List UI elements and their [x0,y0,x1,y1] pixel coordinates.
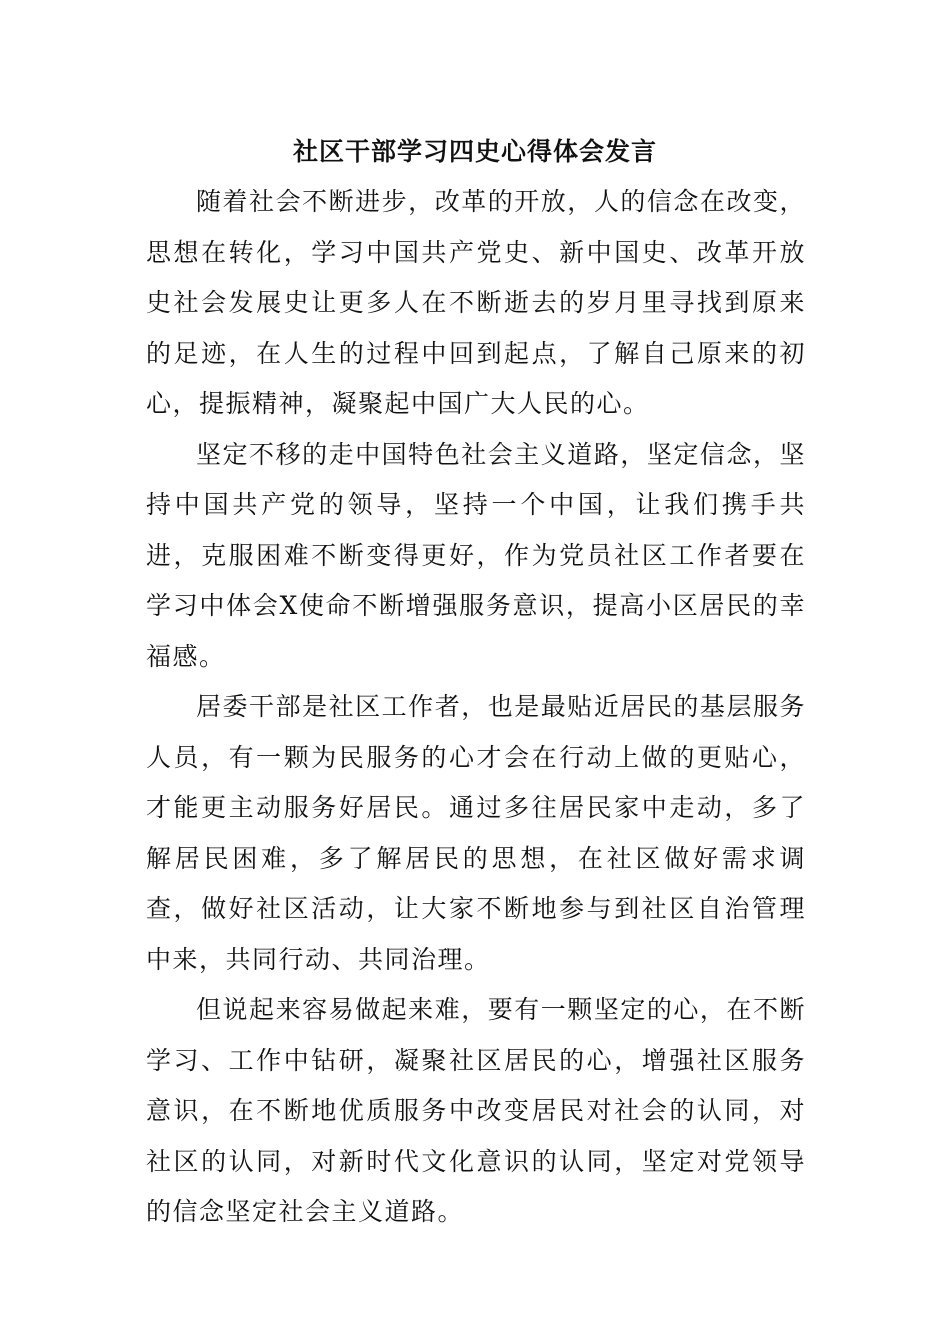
paragraph-3: 居委干部是社区工作者，也是最贴近居民的基层服务人员，有一颗为民服务的心才会在行动上做的更贴心，才能更主动服务好居民。通过多往居民家中走动，多了解居民困难，多了解居民的思想，在社区做好需求调查，做好社区活动，让大家不断地参与到社区自治管理中来，共同行动、共同治理。 [146,692,806,974]
document-body [146,177,806,1238]
paragraph-2: 坚定不移的走中国特色社会主义道路，坚定信念，坚持中国共产党的领导，坚持一个中国，让我们携手共进，克服困难不断变得更好，作为党员社区工作者要在学习中体会X使命不断增强服务意识，提高小区居民的幸福感。 [146,439,806,671]
paragraph-1: 随着社会不断进步，改革的开放，人的信念在改变，思想在转化，学习中国共产党史、新中国史、改革开放史社会发展史让更多人在不断逝去的岁月里寻找到原来的足迹，在人生的过程中回到起点，了解自己原来的初心，提振精神，凝聚起中国广大人民的心。 [146,187,806,418]
paragraph-4: 但说起来容易做起来难，要有一颗坚定的心，在不断学习、工作中钻研，凝聚社区居民的心，增强社区服务意识，在不断地优质服务中改变居民对社会的认同，对社区的认同，对新时代文化意识的认同，坚定对党领导的信念坚定社会主义道路。 [146,995,806,1226]
document-title: 社区干部学习四史心得体会发言 [292,137,657,166]
